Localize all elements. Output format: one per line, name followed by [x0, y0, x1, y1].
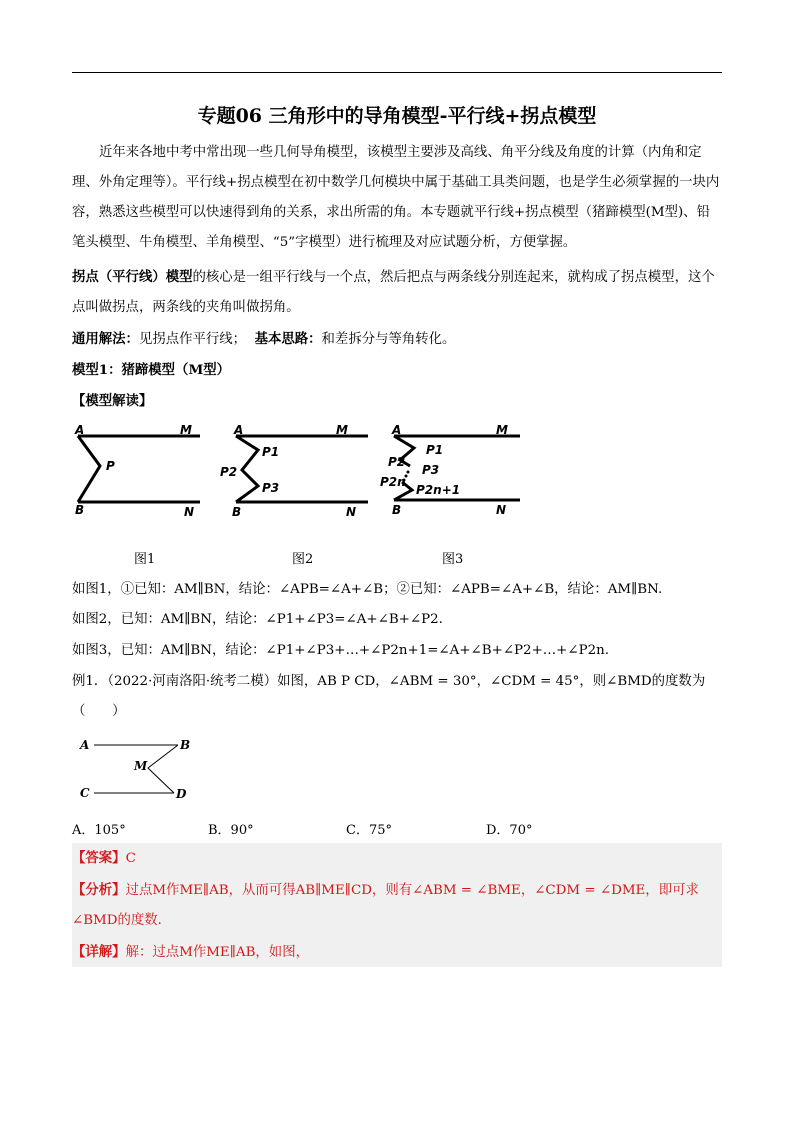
intro-paragraph: 近年来各地中考中常出现一些几何导角模型，该模型主要涉及高线、角平分线及角度的计算（内角和定理、外角定理等）。平行线+拐点模型在初中数学几何模块中属于基础工具类问题，也是学生必须掌握的一块内容，熟悉这些模型可以快速得到角的关系，求出所需的角。本专题就平行线+拐点模型（猪蹄模型(M型)、铅笔头模型、牛角模型、羊角模型、“5”字模型）进行梳理及对应试题分析，方便掌握。 — [72, 145, 720, 250]
answer-label: 【答案】 — [72, 850, 126, 866]
fig3-label-P2: P2 — [388, 455, 406, 469]
example-figure — [74, 734, 204, 804]
detail-label: 【详解】 — [72, 944, 126, 960]
detail-text: 解：过点M作ME∥AB，如图， — [125, 945, 309, 960]
fig2-label-B: B — [232, 505, 242, 519]
fig2-label-M: M — [336, 423, 348, 437]
fig3-label-P1: P1 — [426, 443, 444, 457]
page-title: 专题06 三角形中的导角模型-平行线+拐点模型 — [197, 105, 597, 127]
conclusion-fig1: 如图1，①已知：AM∥BN，结论：∠APB=∠A+∠B；②已知：∠APB=∠A+∠B，结论：AM∥BN. — [72, 582, 663, 597]
analysis-label: 【分析】 — [72, 882, 126, 898]
fig2-label-N: N — [346, 505, 357, 519]
method-label: 通用解法： — [72, 331, 139, 347]
example-label-B: B — [180, 738, 191, 752]
fig1-label-B: B — [75, 503, 85, 517]
conclusion-fig2: 如图2，已知：AM∥BN，结论：∠P1+∠P3=∠A+∠B+∠P2. — [72, 612, 443, 627]
definition-term: 拐点（平行线）模型 — [72, 269, 193, 285]
definition-text: 的核心是一组平行线与一个点，然后把点与两条线分别连起来，就构成了拐点模型，这个点叫做拐点，两条线的夹角叫做拐角。 — [72, 270, 715, 315]
example-label-D: D — [176, 787, 187, 801]
fig3-label-M: M — [496, 423, 508, 437]
fig1-label-M: M — [180, 423, 192, 437]
model-reading-label: 【模型解读】 — [72, 393, 153, 409]
fig2-caption: 图2 — [292, 552, 314, 567]
option-a: A．105° — [72, 823, 126, 838]
fig3-label-N: N — [496, 503, 507, 517]
example-label-A: A — [80, 738, 90, 752]
conclusion-fig3: 如图3，已知：AM∥BN，结论：∠P1+∠P3+…+∠P2n+1=∠A+∠B+∠P2+…+∠P2n. — [72, 643, 610, 658]
fig3-caption: 图3 — [442, 552, 464, 567]
fig3-label-P2n: P2n — [380, 475, 406, 489]
option-c: C．75° — [346, 823, 392, 838]
idea-label: 基本思路： — [254, 331, 322, 347]
fig3-label-B: B — [392, 503, 402, 517]
top-rule — [72, 72, 722, 73]
option-b: B．90° — [208, 823, 254, 838]
fig3-label-P2n1: P2n+1 — [416, 483, 461, 497]
method-line — [72, 324, 722, 355]
fig2-label-P2: P2 — [220, 465, 238, 479]
fig2-label-P3: P3 — [262, 481, 280, 495]
fig3-label-A: A — [392, 423, 402, 437]
fig1-label-A: A — [75, 423, 85, 437]
example-label-C: C — [80, 786, 90, 800]
analysis-line — [72, 875, 722, 936]
detail-line — [72, 937, 722, 968]
answer-line — [72, 843, 722, 874]
figure-2 — [218, 420, 378, 520]
figure-3 — [378, 420, 528, 520]
figure-1 — [70, 420, 210, 520]
idea-text: 和差拆分与等角转化。 — [321, 332, 456, 347]
answer-value: C — [125, 851, 136, 866]
fig2-label-P1: P1 — [262, 445, 280, 459]
example-answer-paren: （ ） — [72, 704, 126, 719]
fig1-label-N: N — [184, 505, 195, 519]
example-question: 例1．（2022·河南洛阳·统考二模）如图，AB P CD，∠ABM = 30°，∠CDM = 45°，则∠BMD的度数为 — [72, 674, 706, 689]
example-label-M: M — [134, 759, 148, 773]
fig3-label-P3: P3 — [422, 463, 440, 477]
fig1-caption: 图1 — [134, 552, 156, 567]
fig1-label-P: P — [106, 459, 115, 473]
definition-paragraph — [72, 262, 722, 323]
model1-heading: 模型1：猪蹄模型（M型） — [72, 362, 231, 378]
analysis-text: 过点M作ME∥AB，从而可得AB∥ME∥CD，则有∠ABM = ∠BME，∠CDM = ∠DME，即可求∠BMD的度数． — [72, 883, 699, 928]
method-text: 见拐点作平行线； — [138, 332, 247, 347]
option-d: D．70° — [486, 823, 533, 838]
fig2-label-A: A — [234, 423, 244, 437]
